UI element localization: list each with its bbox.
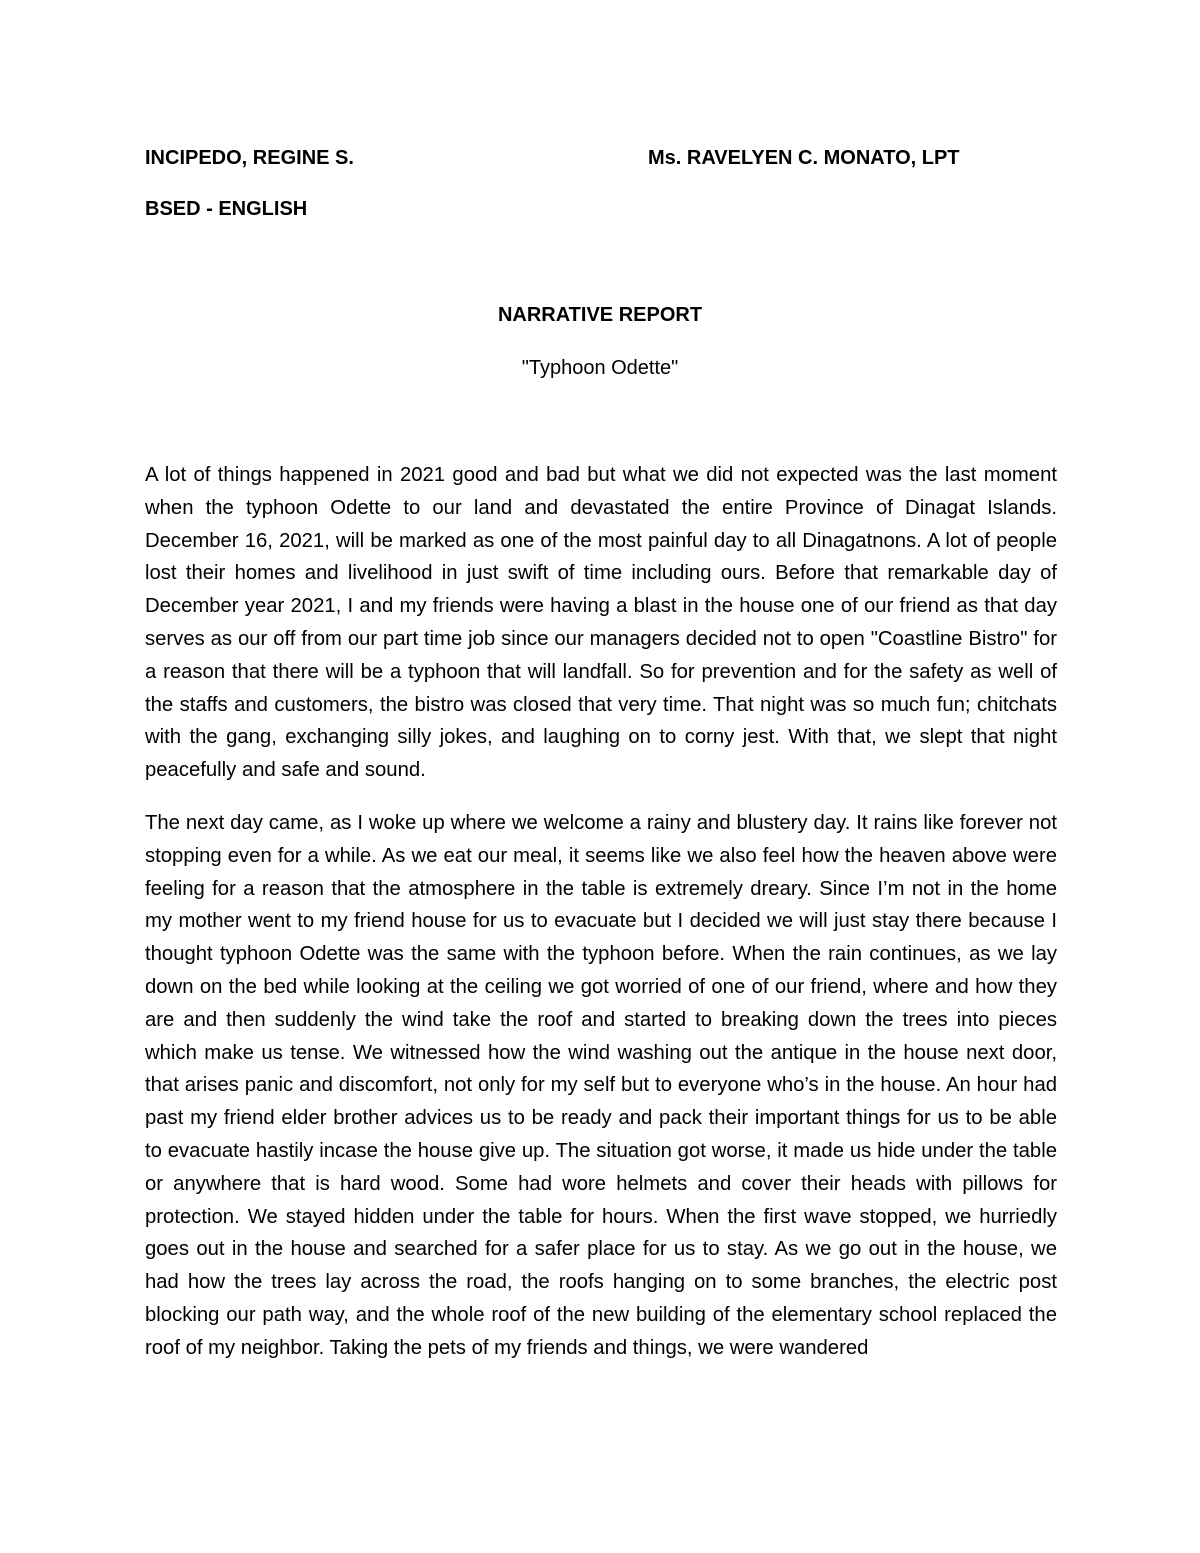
student-name: INCIPEDO, REGINE S. [145, 147, 354, 169]
report-subtitle: "Typhoon Odette" [521, 357, 679, 379]
teacher-name: Ms. RAVELYEN C. MONATO, LPT [648, 147, 960, 169]
course-label: BSED - ENGLISH [145, 198, 308, 220]
report-title: NARRATIVE REPORT [497, 304, 703, 326]
paragraph-2: The next day came, as I woke up where we welcome a rainy and blustery day. It rains like forever not stopping even for a while. As we eat our meal, it seems like we also feel how the heaven above were feeling for a reason that the atmosphere in the table is extremely dreary. Since I’m not in the home my mother went to my friend house for us to evacuate but I decided we will just stay there because I thought typhoon Odette was the same with the typhoon before. When the rain continues, as we lay down on the bed while looking at the ceiling we got worried of one of our friend, where and how they are and then suddenly the wind take the roof and started to breaking down the trees into pieces which make us tense. We witnessed how the wind washing out the antique in the house next door, that arises panic and discomfort, not only for my self but to everyone who’s in the house. An hour had past my friend elder brother advices us to be ready and pack their important things for us to be able to evacuate hastily incase the house give up. The situation got worse, it made us hide under the table or anywhere that is hard wood. Some had wore helmets and cover their heads with pillows for protection. We stayed hidden under the table for hours. When the first wave stopped, we hurriedly goes out in the house and searched for a safer place for us to stay. As we go out in the house, we had how the trees lay across the road, the roofs hanging on to some branches, the electric post blocking our path way, and the whole roof of the new building of the elementary school replaced the roof of my neighbor. Taking the pets of my friends and things, we were wandered [145, 812, 1057, 1359]
paragraph-1: A lot of things happened in 2021 good and bad but what we did not expected was the last moment when the typhoon Odette to our land and devastated the entire Province of Dinagat Islands. December 16, 2021, will be marked as one of the most painful day to all Dinagatnons. A lot of people lost their homes and livelihood in just swift of time including ours. Before that remarkable day of December year 2021, I and my friends were having a blast in the house one of our friend as that day serves as our off from our part time job since our managers decided not to open "Coastline Bistro" for a reason that there will be a typhoon that will landfall. So for prevention and for the safety as well of the staffs and customers, the bistro was closed that very time. That night was so much fun; chitchats with the gang, exchanging silly jokes, and laughing on to corny jest. With that, we slept that night peacefully and safe and sound. [145, 464, 1057, 782]
